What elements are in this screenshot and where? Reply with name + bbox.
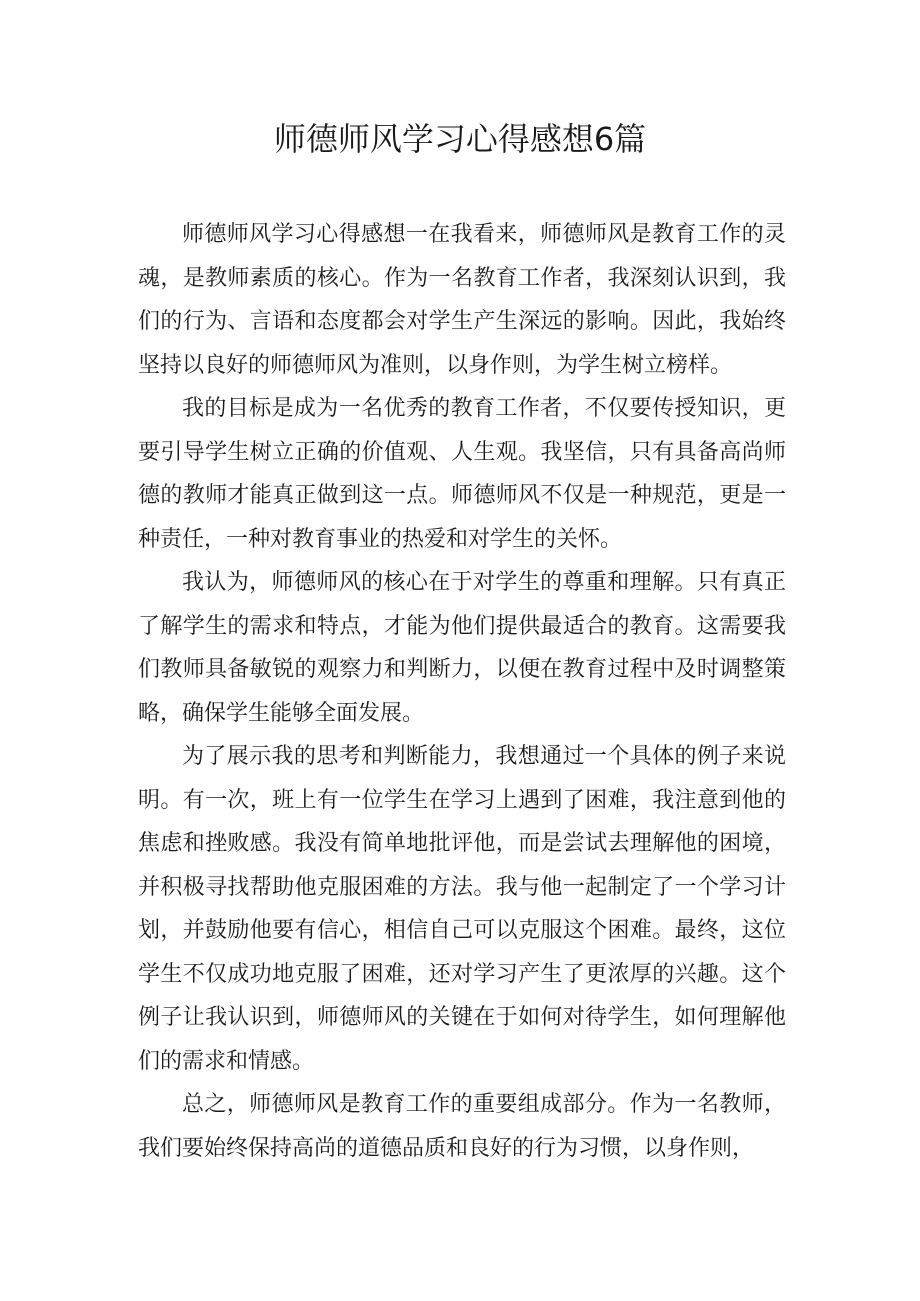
paragraph-3: 我认为，师德师风的核心在于对学生的尊重和理解。只有真正了解学生的需求和特点，才能为他们提供最适合的教育。这需要我们教师具备敏锐的观察力和判断力，以便在教育过程中及时调整策略，确保学生能够全面发展。	[138, 570, 786, 726]
document-title: 师德师风学习心得感想6篇	[273, 120, 647, 158]
paragraph-2: 我的目标是成为一名优秀的教育工作者，不仅要传授知识，更要引导学生树立正确的价值观、人生观。我坚信，只有具备高尚师德的教师才能真正做到这一点。师德师风不仅是一种规范，更是一种责任，一种对教育事业的热爱和对学生的关怀。	[138, 396, 786, 552]
paragraph-5: 总之，师德师风是教育工作的重要组成部分。作为一名教师，我们要始终保持高尚的道德品质和良好的行为习惯，以身作则，	[138, 1092, 786, 1161]
document-body	[138, 213, 786, 1170]
paragraph-4: 为了展示我的思考和判断能力，我想通过一个具体的例子来说明。有一次，班上有一位学生在学习上遇到了困难，我注意到他的焦虑和挫败感。我没有简单地批评他，而是尝试去理解他的困境，并积极寻找帮助他克服困难的方法。我与他一起制定了一个学习计划，并鼓励他要有信心，相信自己可以克服这个困难。最终，这位学生不仅成功地克服了困难，还对学习产生了更浓厚的兴趣。这个例子让我认识到，师德师风的关键在于如何对待学生，如何理解他们的需求和情感。	[138, 744, 786, 1074]
paragraph-1: 师德师风学习心得感想一在我看来，师德师风是教育工作的灵魂，是教师素质的核心。作为一名教育工作者，我深刻认识到，我们的行为、言语和态度都会对学生产生深远的影响。因此，我始终坚持以良好的师德师风为准则，以身作则，为学生树立榜样。	[138, 222, 786, 378]
